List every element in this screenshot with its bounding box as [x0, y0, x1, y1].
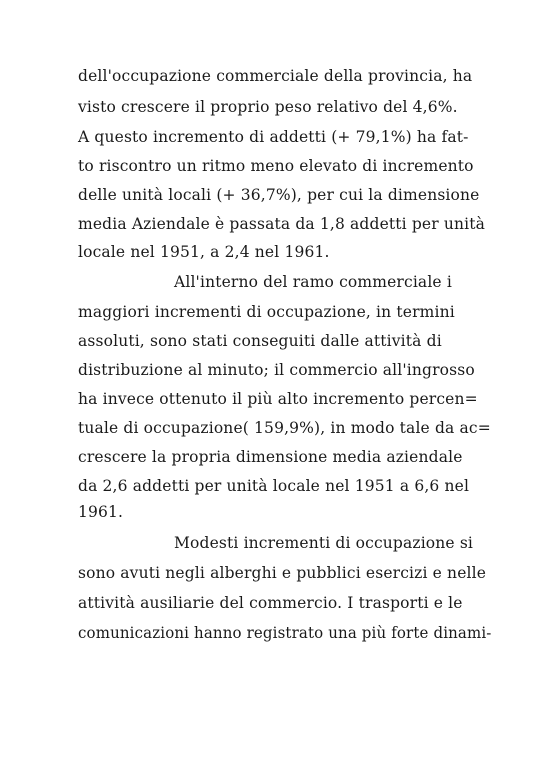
text-line: sono avuti negli alberghi e pubblici esercizi e nelle [78, 564, 487, 582]
text-line: comunicazioni hanno registrato una più forte dinami- [78, 624, 492, 642]
text-line: A questo incremento di addetti (+ 79,1%) ha fat- [78, 128, 469, 146]
text-line: 1961. [78, 503, 124, 521]
text-line: distribuzione al minuto; il commercio all'ingrosso [78, 361, 475, 379]
text-line: da 2,6 addetti per unità locale nel 1951 a 6,6 nel [78, 477, 470, 495]
text-line: dell'occupazione commerciale della provincia, ha [78, 67, 473, 85]
text-line: ha invece ottenuto il più alto incremento percen= [78, 390, 478, 408]
paragraph-start-line: All'interno del ramo commerciale i [174, 273, 452, 291]
text-line: visto crescere il proprio peso relativo del 4,6%. [78, 98, 458, 116]
text-line: tuale di occupazione( 159,9%), in modo tale da ac= [78, 419, 491, 437]
text-line: locale nel 1951, a 2,4 nel 1961. [78, 243, 330, 261]
text-line: assoluti, sono stati conseguiti dalle attività di [78, 332, 442, 350]
text-line: media Aziendale è passata da 1,8 addetti per unità [78, 215, 486, 233]
paragraph-start-line: Modesti incrementi di occupazione si [174, 534, 474, 552]
text-line: attività ausiliarie del commercio. I trasporti e le [78, 594, 463, 612]
text-line: maggiori incrementi di occupazione, in termini [78, 303, 455, 321]
text-line: crescere la propria dimensione media aziendale [78, 448, 463, 466]
text-line: to riscontro un ritmo meno elevato di incremento [78, 157, 474, 175]
text-line: delle unità locali (+ 36,7%), per cui la dimensione [78, 186, 480, 204]
